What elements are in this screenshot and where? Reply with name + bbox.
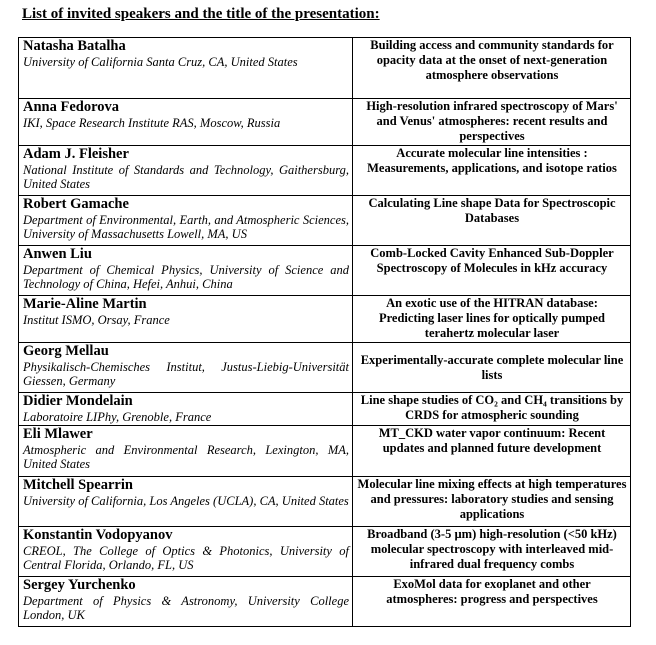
speaker-cell xyxy=(19,343,353,393)
speaker-name: Mitchell Spearrin xyxy=(23,477,133,493)
speaker-name: Adam J. Fleisher xyxy=(23,146,129,162)
speaker-affiliation: University of California, Los Angeles (UCLA), CA, United States xyxy=(23,494,349,508)
speaker-affiliation: Department of Environmental, Earth, and Atmospheric Sciences, University of Massachusetts Lowell, MA, US xyxy=(23,213,349,241)
title-cell xyxy=(353,246,631,296)
table-row xyxy=(19,296,631,343)
table-row xyxy=(19,146,631,196)
title-cell xyxy=(353,196,631,246)
speaker-name: Anna Fedorova xyxy=(23,99,120,115)
speaker-cell xyxy=(19,246,353,296)
table-row xyxy=(19,477,631,527)
table-row xyxy=(19,38,631,99)
title-cell xyxy=(353,577,631,627)
table-row xyxy=(19,426,631,477)
speaker-cell xyxy=(19,99,353,146)
speaker-affiliation: Physikalisch-Chemisches Institut, Justus-Liebig-Universität Giessen, Germany xyxy=(23,360,349,388)
presentation-title: Calculating Line shape Data for Spectroscopic Databases xyxy=(368,196,616,225)
table-row xyxy=(19,393,631,426)
presentation-title: MT_CKD water vapor continuum: Recent updates and planned future development xyxy=(378,426,606,455)
title-cell xyxy=(353,426,631,477)
speaker-name: Konstantin Vodopyanov xyxy=(23,527,173,543)
presentation-title: Line shape studies of CO₂ and CH₄ transitions by CRDS for atmospheric sounding xyxy=(360,393,624,422)
speaker-affiliation: Atmospheric and Environmental Research, Lexington, MA, United States xyxy=(23,443,349,471)
presentation-title: Experimentally-accurate complete molecular line lists xyxy=(360,352,624,382)
speaker-cell xyxy=(19,527,353,577)
presentation-title: Molecular line mixing effects at high temperatures and pressures: laboratory studies and sensing applications xyxy=(357,477,627,521)
speaker-cell xyxy=(19,296,353,343)
speaker-affiliation: Institut ISMO, Orsay, France xyxy=(23,313,170,327)
speaker-affiliation: University of California Santa Cruz, CA, United States xyxy=(23,55,298,69)
speaker-name: Marie-Aline Martin xyxy=(23,296,147,312)
speaker-cell xyxy=(19,577,353,627)
speaker-cell xyxy=(19,38,353,99)
title-cell xyxy=(353,527,631,577)
title-cell xyxy=(353,146,631,196)
title-cell xyxy=(353,393,631,426)
speaker-cell xyxy=(19,146,353,196)
speaker-cell xyxy=(19,393,353,426)
title-cell xyxy=(353,477,631,527)
presentation-title: Accurate molecular line intensities : Measurements, applications, and isotope ratios xyxy=(367,146,617,175)
speaker-affiliation: IKI, Space Research Institute RAS, Moscow, Russia xyxy=(23,116,281,130)
table-row xyxy=(19,343,631,393)
speaker-cell xyxy=(19,426,353,477)
presentation-title: Comb-Locked Cavity Enhanced Sub-Doppler Spectroscopy of Molecules in kHz accuracy xyxy=(370,246,614,275)
speaker-cell xyxy=(19,196,353,246)
speaker-name: Eli Mlawer xyxy=(23,426,93,442)
presentation-title: An exotic use of the HITRAN database: Predicting laser lines for optically pumped terahertz molecular laser xyxy=(378,296,606,340)
title-cell xyxy=(353,343,631,393)
speaker-name: Sergey Yurchenko xyxy=(23,577,136,593)
title-cell xyxy=(353,38,631,99)
speaker-name: Natasha Batalha xyxy=(23,38,126,54)
page-heading: List of invited speakers and the title of the presentation: xyxy=(22,6,380,22)
presentation-title: High-resolution infrared spectroscopy of Mars' and Venus' atmospheres: recent results and perspectives xyxy=(366,99,618,143)
speaker-affiliation: National Institute of Standards and Technology, Gaithersburg, United States xyxy=(23,163,349,191)
table-row xyxy=(19,246,631,296)
speaker-name: Didier Mondelain xyxy=(23,393,133,409)
speaker-name: Anwen Liu xyxy=(23,246,92,262)
presentation-title: Broadband (3-5 µm) high-resolution (<50 kHz) molecular spectroscopy with interleaved mid-infrared dual frequency combs xyxy=(367,527,617,571)
table-row xyxy=(19,527,631,577)
speaker-cell xyxy=(19,477,353,527)
table-row xyxy=(19,196,631,246)
speakers-table xyxy=(18,37,631,627)
speaker-affiliation: Department of Physics & Astronomy, University College London, UK xyxy=(23,594,349,622)
speaker-affiliation: Department of Chemical Physics, University of Science and Technology of China, Hefei, Anhui, China xyxy=(23,263,349,291)
speaker-affiliation: Laboratoire LIPhy, Grenoble, France xyxy=(23,410,212,424)
title-cell xyxy=(353,296,631,343)
speaker-name: Georg Mellau xyxy=(23,343,109,359)
table-row xyxy=(19,577,631,627)
title-cell xyxy=(353,99,631,146)
presentation-title: Building access and community standards for opacity data at the onset of next-generation atmosphere observations xyxy=(370,38,614,82)
table-row xyxy=(19,99,631,146)
speaker-affiliation: CREOL, The College of Optics & Photonics, University of Central Florida, Orlando, FL, US xyxy=(23,544,349,572)
speaker-name: Robert Gamache xyxy=(23,196,129,212)
presentation-title: ExoMol data for exoplanet and other atmospheres: progress and perspectives xyxy=(386,577,598,606)
